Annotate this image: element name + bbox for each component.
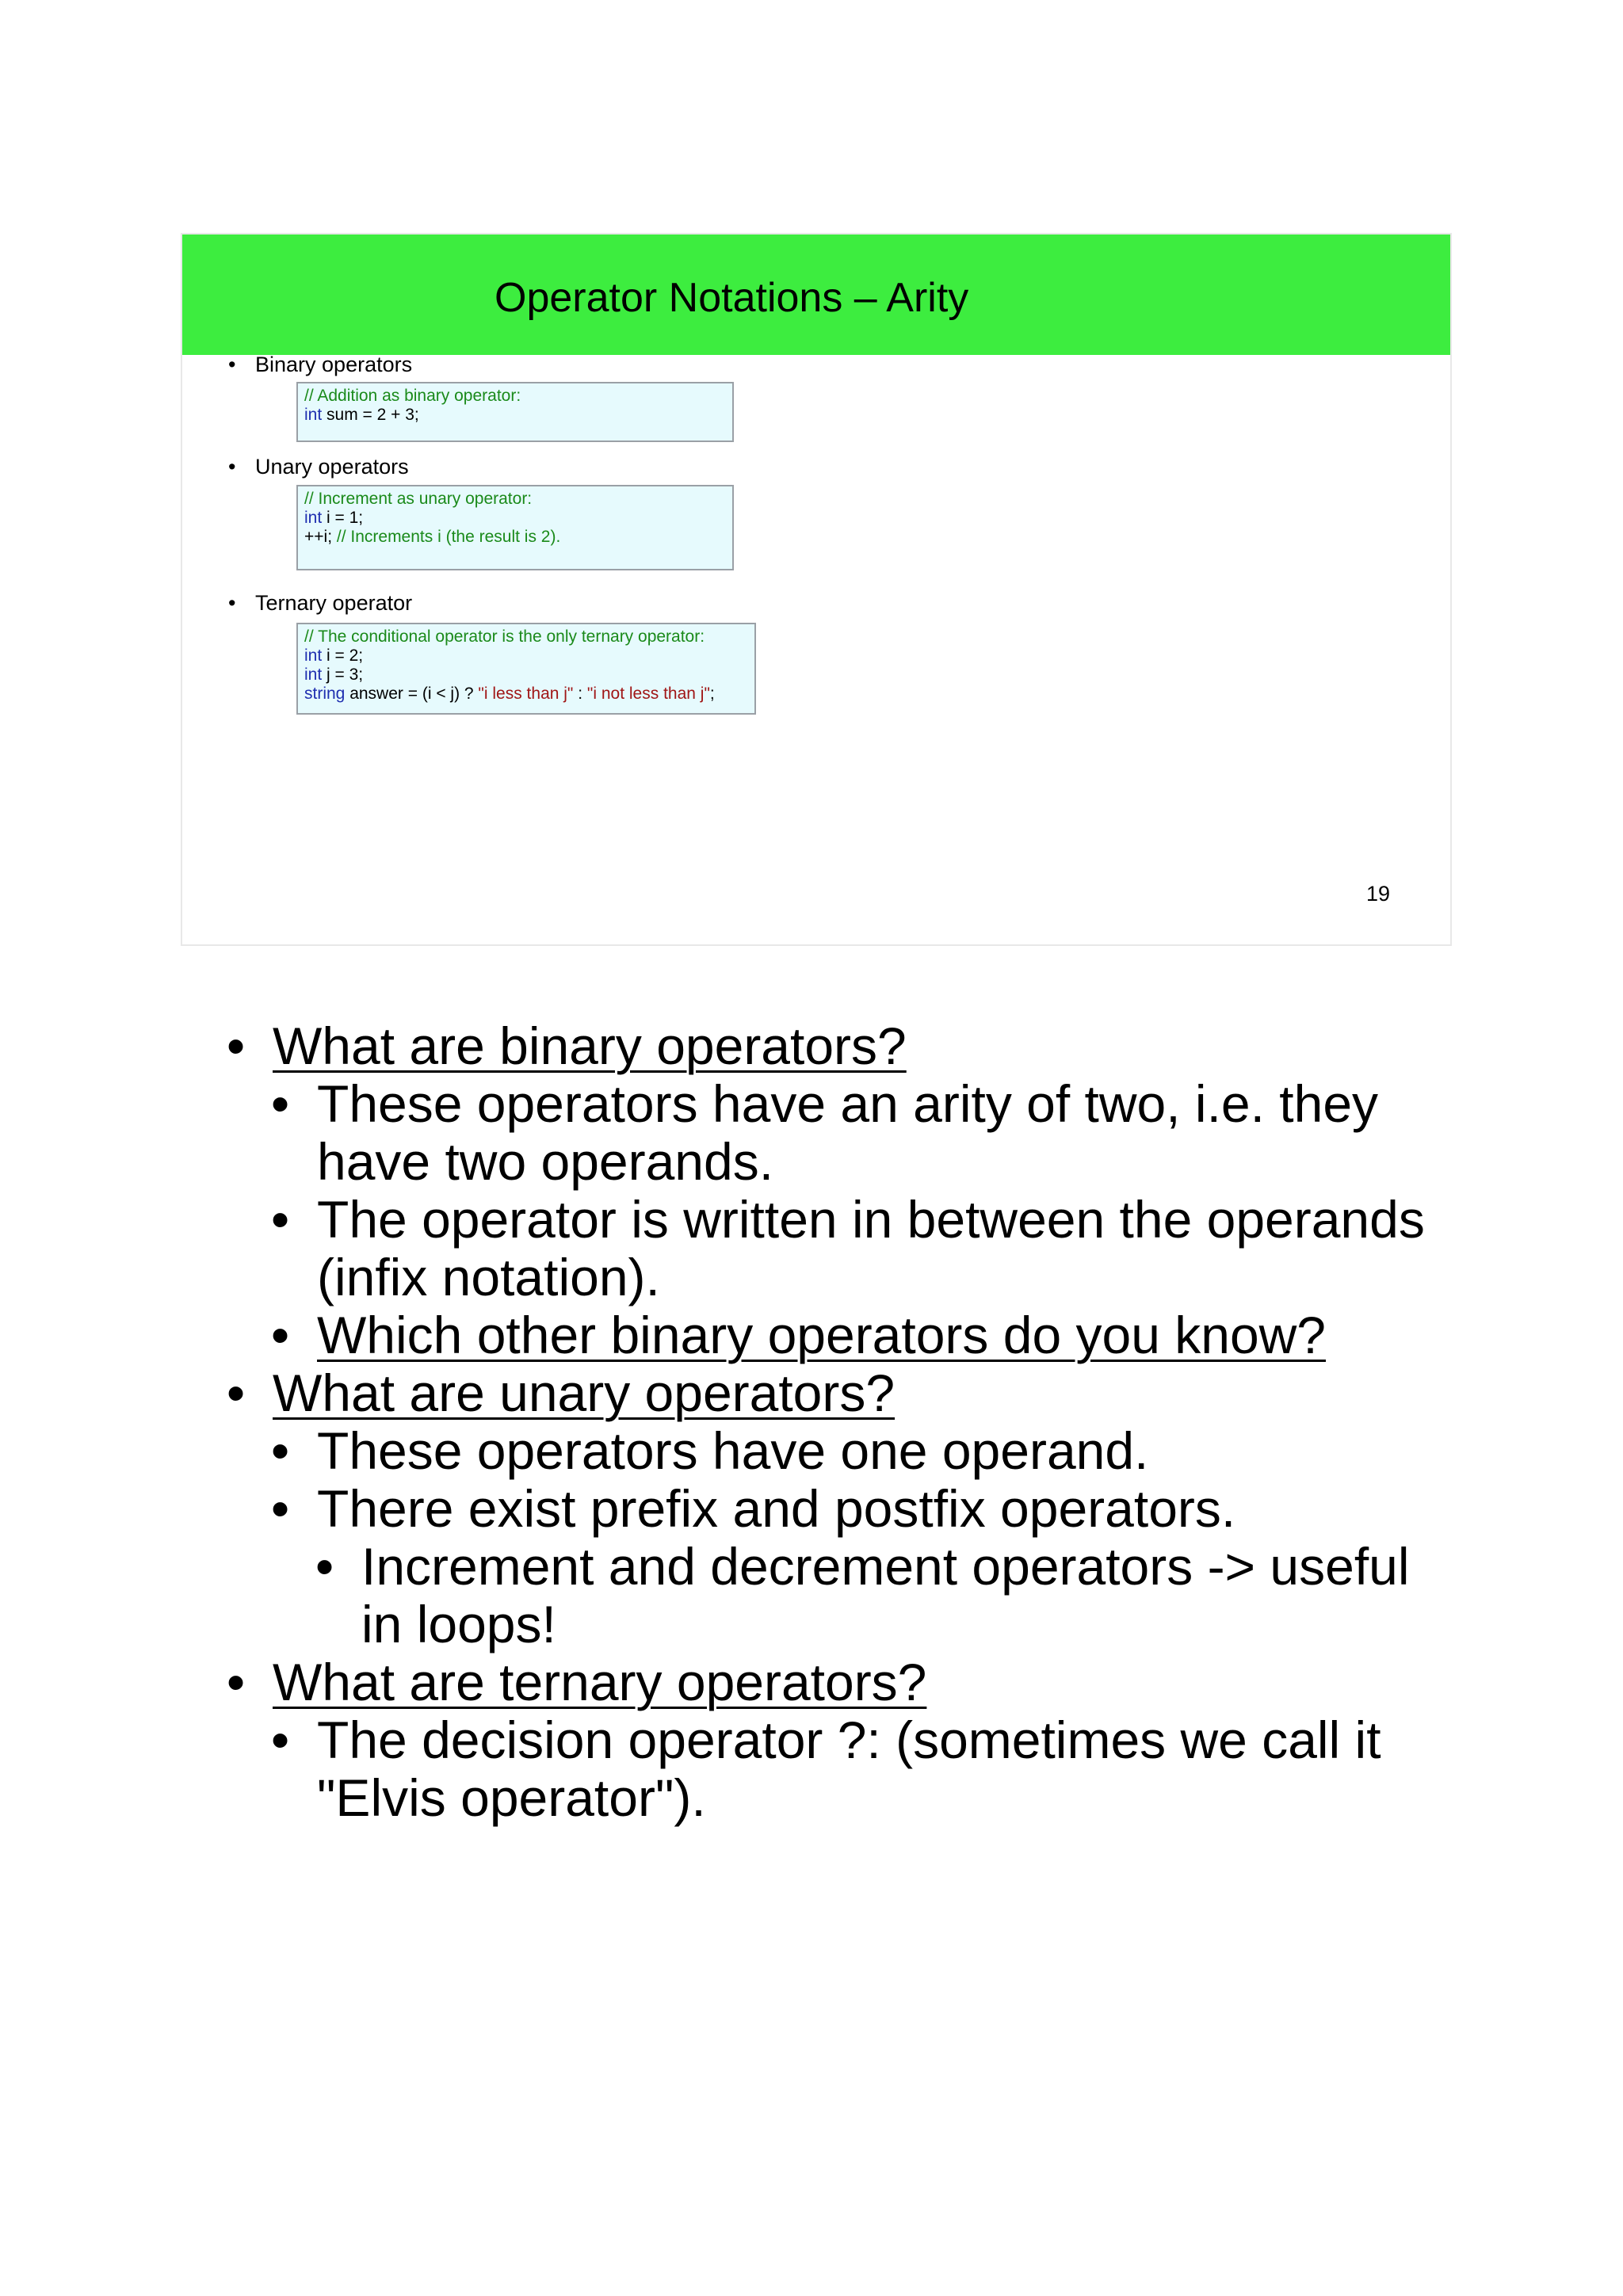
bullet-glyph: • <box>227 1363 246 1422</box>
code-line <box>304 627 748 646</box>
code-token: string <box>304 685 346 703</box>
code-token: answer = (i < j) ? <box>345 685 479 703</box>
code-line <box>304 666 748 685</box>
note-answer-continued: "Elvis operator"). <box>317 1768 706 1827</box>
code-token: i = 1; <box>322 509 364 527</box>
note-question-text: Which other binary operators do you know? <box>317 1306 1327 1364</box>
code-token: // Increment as unary operator: <box>304 490 533 508</box>
code-line <box>304 509 726 528</box>
code-token: // Increments i (the result is 2). <box>336 528 561 546</box>
note-answer <box>271 1190 1425 1249</box>
note-answer-continued: (infix notation). <box>317 1248 660 1306</box>
slide-bullet-label: Unary operators <box>255 455 409 479</box>
code-token: j = 3; <box>322 666 364 684</box>
note-answer-text: The decision operator ?: (sometimes we call it <box>317 1711 1381 1769</box>
bullet-glyph: • <box>227 1016 246 1075</box>
bullet-glyph: • <box>315 1537 334 1596</box>
note-answer-text: Increment and decrement operators -> useful <box>361 1537 1410 1596</box>
bullet-glyph: • <box>227 1653 246 1711</box>
code-token: sum = 2 + 3; <box>322 406 419 424</box>
code-token: // Addition as binary operator: <box>304 387 521 405</box>
bullet-glyph: • <box>271 1479 290 1538</box>
slide-bullet-label: Binary operators <box>255 353 413 376</box>
slide-bullet-unary: • Unary operators <box>228 455 409 479</box>
note-question-text: What are unary operators? <box>273 1363 896 1422</box>
note-question-binary <box>227 1016 907 1075</box>
code-token: // The conditional operator is the only ternary operator: <box>304 627 705 646</box>
slide-page-number: 19 <box>1366 882 1391 906</box>
note-answer-text: These operators have one operand. <box>317 1421 1149 1480</box>
code-line <box>304 490 726 509</box>
code-token: : <box>573 685 587 703</box>
code-token: i = 2; <box>322 646 364 665</box>
code-token: int <box>304 406 323 424</box>
note-answer-continued: have two operands. <box>317 1132 774 1191</box>
code-block-ternary <box>296 623 756 715</box>
code-token: "i not less than j" <box>586 685 710 703</box>
note-answer <box>271 1711 1381 1769</box>
note-sub-answer <box>315 1537 1410 1596</box>
code-token: "i less than j" <box>478 685 574 703</box>
note-question-unary <box>227 1363 896 1422</box>
note-answer-text: There exist prefix and postfix operators. <box>317 1479 1236 1538</box>
note-question-ternary <box>227 1653 927 1711</box>
note-question-text: What are ternary operators? <box>273 1653 927 1711</box>
bullet-glyph: • <box>271 1074 290 1133</box>
slide-bullet-label: Ternary operator <box>255 591 413 615</box>
note-question-other-binary <box>271 1306 1327 1364</box>
code-line <box>304 406 726 425</box>
note-answer <box>271 1074 1379 1133</box>
note-answer-text: The operator is written in between the operands <box>317 1190 1425 1249</box>
slide-title: Operator Notations – Arity <box>495 275 969 321</box>
bullet-glyph: • <box>271 1711 290 1769</box>
code-token: int <box>304 509 323 527</box>
code-block-binary <box>296 382 734 442</box>
note-answer <box>271 1479 1236 1538</box>
bullet-glyph: • <box>271 1190 290 1249</box>
note-answer-continued: in loops! <box>361 1595 556 1653</box>
code-line <box>304 646 748 666</box>
note-question-text: What are binary operators? <box>273 1016 907 1075</box>
slide-header-bar <box>182 235 1450 355</box>
code-line <box>304 387 726 406</box>
code-block-unary <box>296 485 734 570</box>
code-token: ++i; <box>304 528 337 546</box>
slide-bullet-ternary: • Ternary operator <box>228 591 413 615</box>
bullet-glyph: • <box>271 1306 290 1364</box>
note-answer <box>271 1421 1149 1480</box>
code-token: int <box>304 646 323 665</box>
code-line <box>304 528 726 547</box>
slide-thumbnail <box>181 233 1452 946</box>
note-answer-text: These operators have an arity of two, i.e. they <box>317 1074 1379 1133</box>
bullet-glyph: • <box>271 1421 290 1480</box>
code-token: int <box>304 666 323 684</box>
slide-bullet-binary: • Binary operators <box>228 353 413 376</box>
code-token: ; <box>709 685 715 703</box>
code-line <box>304 685 748 704</box>
